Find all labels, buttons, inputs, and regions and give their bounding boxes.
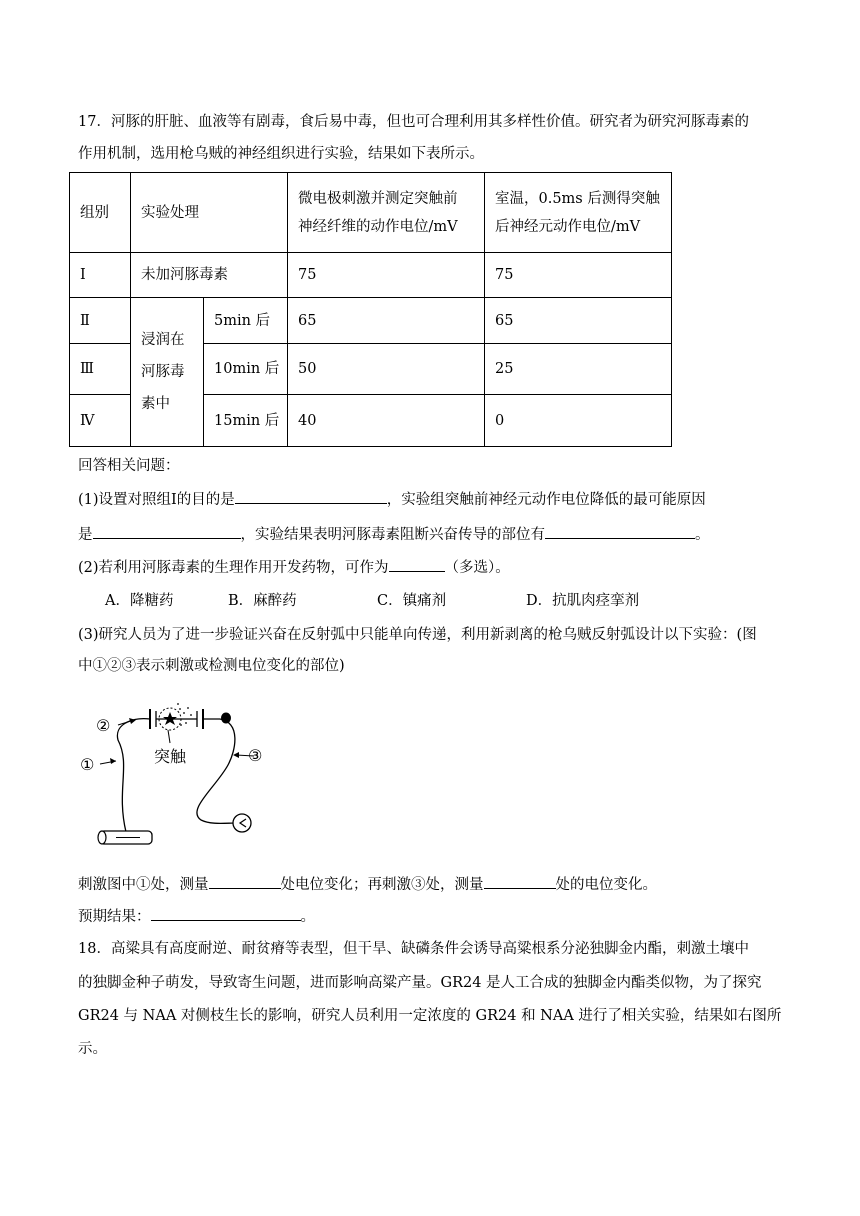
cell-merged-treatment <box>131 298 204 447</box>
q18-line4: 示。 <box>78 1041 107 1057</box>
cell-pre: 40 <box>288 395 485 447</box>
cell-group: Ⅱ <box>70 298 131 344</box>
cell-post: 65 <box>485 298 672 344</box>
q18-line1: 18．高粱具有高度耐逆、耐贫瘠等表型，但干旱、缺磷条件会诱导高粱根系分泌独脚金内酯，刺激土壤中 <box>78 941 749 957</box>
cell-group: Ⅲ <box>70 344 131 395</box>
sub2-text-b: （多选）。 <box>444 560 510 576</box>
sub-question-3-line2: 中①②③表示刺激或检测电位变化的部位) <box>78 658 345 674</box>
synapse-label: 突触 <box>154 747 187 766</box>
cell-time: 10min 后 <box>204 344 288 395</box>
cell-treatment: 未加河豚毒素 <box>131 253 288 298</box>
q17-intro-line1: 17．河豚的肝脏、血液等有剧毒，食后易中毒，但也可合理利用其多样性价值。研究者为研究河豚毒素的 <box>78 114 749 130</box>
q18-line3: GR24 与 NAA 对侧枝生长的影响，研究人员利用一定浓度的 GR24 和 NAA 进行了相关实验，结果如右图所 <box>78 1008 782 1024</box>
cell-pre: 65 <box>288 298 485 344</box>
answer-blank-2[interactable] <box>93 524 241 539</box>
cell-post: 75 <box>485 253 672 298</box>
option-b[interactable]: B．麻醉药 <box>228 593 297 609</box>
merged-treatment-line1: 浸润在 <box>141 332 185 348</box>
sub1-text-b: ，实验组突触前神经元动作电位降低的最可能原因 <box>386 492 706 508</box>
header-group: 组别 <box>70 173 131 253</box>
cell-time: 15min 后 <box>204 395 288 447</box>
option-a[interactable]: A．降糖药 <box>105 593 174 609</box>
label-1: ① <box>80 755 95 774</box>
answer-blank-6[interactable] <box>484 874 556 889</box>
stimulate-line <box>78 874 782 895</box>
q18-line2: 的独脚金种子萌发，导致寄生问题，进而影响高粱产量。GR24 是人工合成的独脚金内酯类似物，为了探究 <box>78 975 762 991</box>
header-postsynaptic <box>485 173 672 253</box>
answer-blank-4[interactable] <box>389 557 445 572</box>
merged-treatment-line3: 素中 <box>141 396 170 412</box>
cell-post: 25 <box>485 344 672 395</box>
cell-group: Ⅳ <box>70 395 131 447</box>
synapse-icon <box>150 703 231 743</box>
sub-question-1-line2 <box>78 524 782 545</box>
cell-group: Ⅰ <box>70 253 131 298</box>
merged-treatment-line2: 河豚毒 <box>141 364 185 380</box>
label-3: ③ <box>248 746 263 765</box>
header-presynaptic-line1: 微电极刺激并测定突触前 <box>298 190 458 207</box>
header-presynaptic-line2: 神经纤维的动作电位/mV <box>298 218 458 235</box>
cell-post: 0 <box>485 395 672 447</box>
sub1-text-c: 是 <box>78 527 93 543</box>
cell-pre: 50 <box>288 344 485 395</box>
expected-result-line <box>78 906 782 927</box>
answer-blank-5[interactable] <box>209 874 281 889</box>
option-c[interactable]: C．镇痛剂 <box>377 593 447 609</box>
answer-blank-1[interactable] <box>235 489 387 504</box>
reflex-arc-figure <box>76 695 286 860</box>
cell-time: 5min 后 <box>204 298 288 344</box>
sub1-text-d: ，实验结果表明河豚毒素阻断兴奋传导的部位有 <box>240 527 545 543</box>
sub-question-3-line1: (3)研究人员为了进一步验证兴奋在反射弧中只能单向传递，利用新剥离的枪乌贼反射弧设计以下实验：(图 <box>78 627 757 643</box>
table-row <box>70 298 672 344</box>
cell-pre: 75 <box>288 253 485 298</box>
answer-prompt: 回答相关问题： <box>78 458 180 474</box>
sub-question-2 <box>78 557 782 578</box>
effector-icon <box>233 814 251 832</box>
stim-text-a: 刺激图中①处，测量 <box>78 877 209 893</box>
receptor-icon <box>98 831 152 844</box>
table-header-row <box>70 173 672 253</box>
sub2-text-a: (2)若利用河豚毒素的生理作用开发药物，可作为 <box>78 560 389 576</box>
header-postsynaptic-line2: 后神经元动作电位/mV <box>495 218 641 235</box>
sub-question-1-line1 <box>78 489 782 510</box>
header-treatment: 实验处理 <box>131 173 288 253</box>
label-2: ② <box>96 716 111 735</box>
option-d[interactable]: D．抗肌肉痉挛剂 <box>526 593 640 609</box>
q17-intro-line2: 作用机制，选用枪乌贼的神经组织进行实验，结果如下表所示。 <box>78 146 484 162</box>
sub1-text-a: (1)设置对照组Ⅰ的目的是 <box>78 492 235 508</box>
answer-blank-7[interactable] <box>151 906 301 921</box>
stim-text-c: 处的电位变化。 <box>555 877 657 893</box>
header-presynaptic <box>288 173 485 253</box>
table-row <box>70 253 672 298</box>
stim-text-b: 处电位变化；再刺激③处，测量 <box>280 877 484 893</box>
header-postsynaptic-line1: 室温，0.5ms 后测得突触 <box>495 190 660 207</box>
answer-blank-3[interactable] <box>545 524 695 539</box>
results-table <box>69 172 672 447</box>
expect-text-b: 。 <box>300 909 315 925</box>
expect-text-a: 预期结果： <box>78 909 151 925</box>
sub1-text-e: 。 <box>695 527 710 543</box>
